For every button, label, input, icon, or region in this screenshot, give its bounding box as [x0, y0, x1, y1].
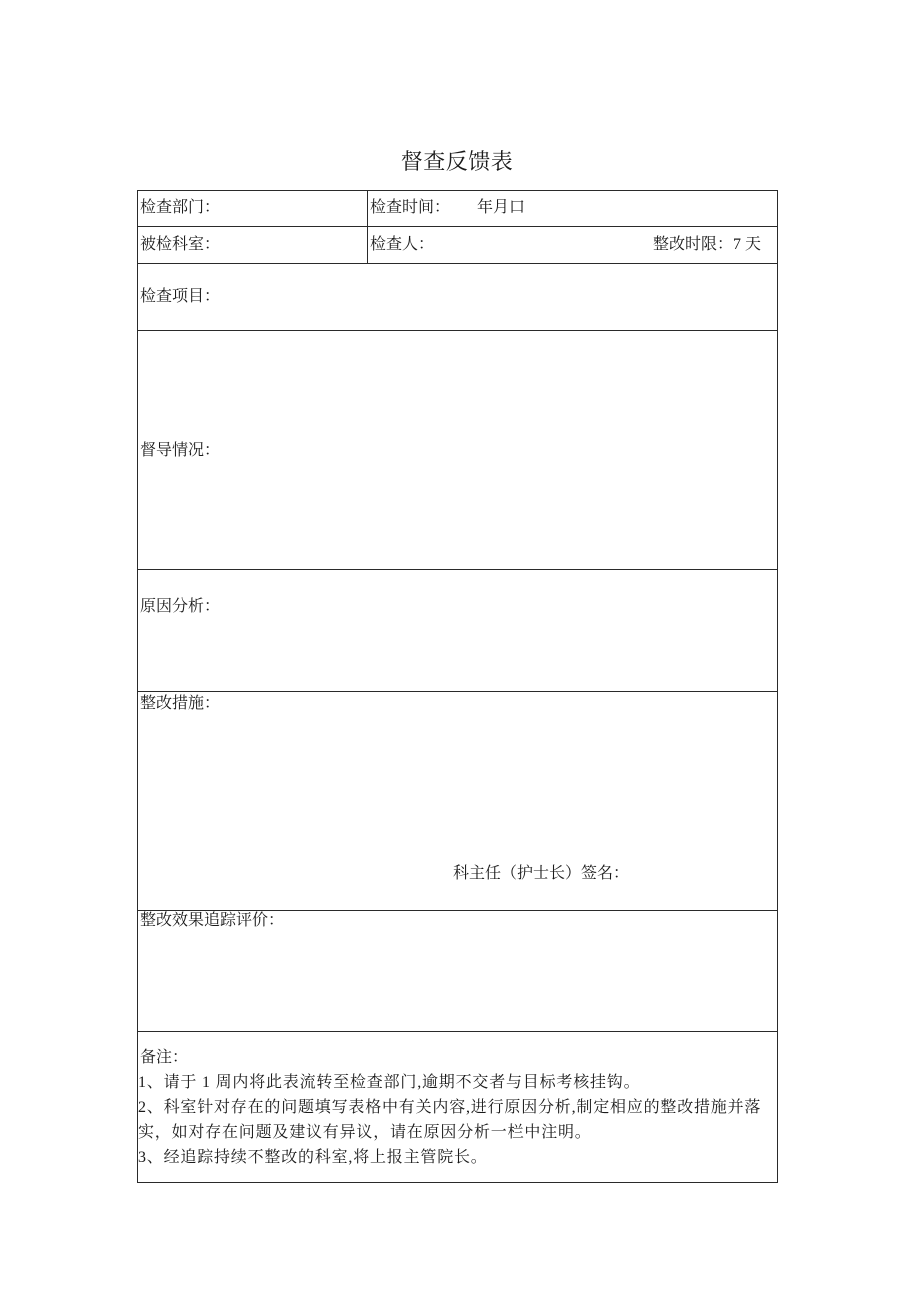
row-divider-2: [138, 263, 777, 264]
rectification-deadline-label: 整改时限：7 天: [652, 236, 761, 253]
inspection-items-label: 检查项目：: [140, 288, 221, 305]
inspected-ward-label: 被检科室：: [140, 236, 221, 253]
cause-analysis-label: 原因分析：: [140, 598, 221, 615]
row-divider-7: [138, 1031, 777, 1032]
inspector-label: 检查人：: [370, 236, 435, 253]
inspection-time-label: 检查时间：: [370, 199, 451, 216]
effect-evaluation-label: 整改效果追踪评价：: [140, 912, 285, 929]
supervision-status-label: 督导情况：: [140, 442, 221, 459]
inspection-time-value: 年月口: [477, 199, 526, 216]
header-column-divider: [367, 191, 368, 263]
note-line: 2、科室针对存在的问题填写表格中有关内容,进行原因分析,制定相应的整改措施并落: [138, 1099, 762, 1116]
page-title: 督查反馈表: [400, 149, 514, 174]
note-line: 1、请于 1 周内将此表流转至检查部门,逾期不交者与目标考核挂钩。: [138, 1074, 641, 1091]
row-divider-5: [138, 691, 777, 692]
inspection-dept-label: 检查部门：: [140, 199, 221, 216]
row-divider-4: [138, 569, 777, 570]
rectification-measures-label: 整改措施：: [140, 695, 221, 712]
notes-heading: 备注：: [140, 1049, 189, 1066]
note-line: 实，如对存在问题及建议有异议，请在原因分析一栏中注明。: [138, 1124, 592, 1141]
director-signature-label: 科主任（护士长）签名：: [453, 865, 630, 882]
row-divider-1: [138, 226, 777, 227]
feedback-form-table: [137, 190, 778, 1183]
note-line: 3、经追踪持续不整改的科室,将上报主管院长。: [138, 1149, 488, 1166]
row-divider-3: [138, 330, 777, 331]
